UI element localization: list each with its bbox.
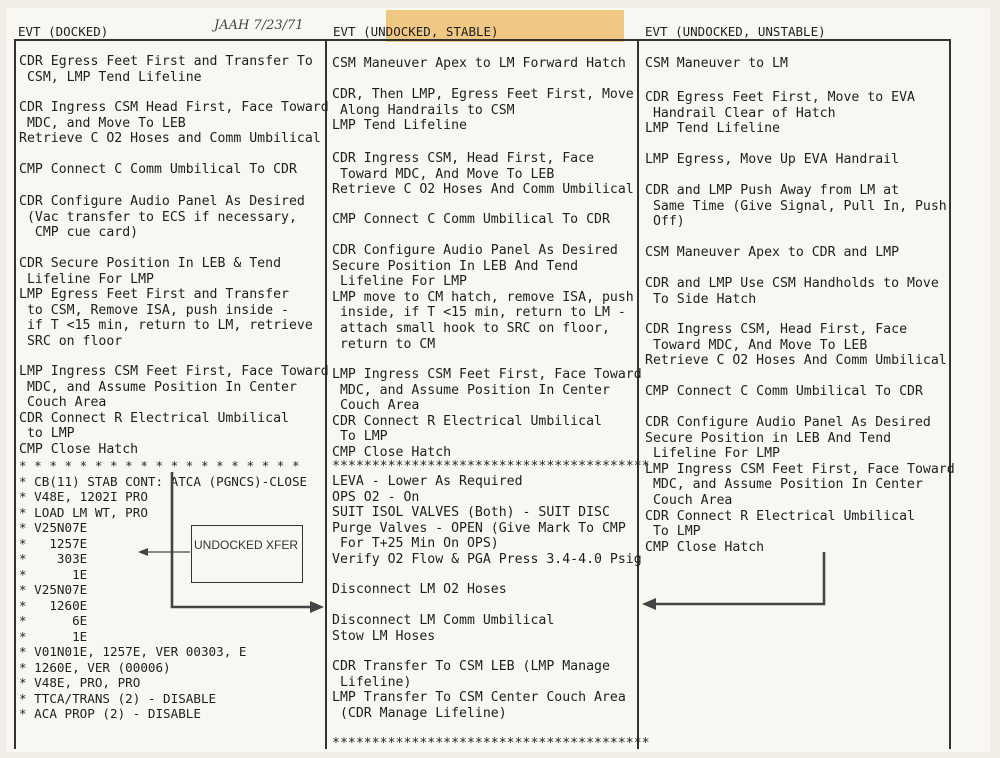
step: CSM Maneuver Apex to LM Forward Hatch — [332, 56, 626, 71]
step: CMP Connect C Comm Umbilical To CDR — [332, 212, 610, 227]
step: CSM Maneuver to LM — [645, 56, 788, 71]
step: LMP Ingress CSM Feet First, Face Toward MDC, and Assume Position In Center Couch Area CDR Connect R Electrical Umbilical to LMP CMP Close Hatch — [19, 364, 329, 457]
step: CMP Connect C Comm Umbilical To CDR — [19, 162, 297, 177]
step: CDR Configure Audio Panel As Desired Secure Position in LEB And Tend Lifeline For LMP LMP Ingress CSM Feet First, Face Toward MDC, and Assume Position In Center Couch Area CDR Connect R Electrical Umbilical To LMP CMP Close Hatch — [645, 415, 955, 555]
arrow-head-xfer — [138, 548, 148, 556]
step: CDR Configure Audio Panel As Desired (Vac transfer to ECS if necessary, CMP cue card) — [19, 194, 305, 241]
step: CDR Secure Position In LEB & Tend Lifeline For LMP LMP Egress Feet First and Transfer to CSM, Remove ISA, push inside - if T <15 min, return to LM, retrieve SRC on floor — [19, 256, 313, 349]
step: CDR Egress Feet First, Move to EVA Handrail Clear of Hatch LMP Tend Lifeline — [645, 90, 915, 137]
arrow-head-unstable — [642, 598, 656, 610]
step: CDR Transfer To CSM LEB (LMP Manage Lifeline) LMP Transfer To CSM Center Couch Area (CDR Manage Lifeline) — [332, 659, 626, 721]
step: CMP Connect C Comm Umbilical To CDR — [645, 384, 923, 399]
undocked-xfer-label: UNDOCKED XFER — [193, 538, 298, 552]
step: CDR Egress Feet First and Transfer To CSM, LMP Tend Lifeline — [19, 54, 313, 85]
step: LMP Egress, Move Up EVA Handrail — [645, 152, 900, 167]
cb-stab-block: * * * * * * * * * * * * * * * * * * * * CB(11) STAB CONT: ATCA (PGNCS)-CLOSE * V48E, 1202I PRO * LOAD LM WT, PRO * V25N07E * 1257E * 303E * 1E * V25N07E * 1260E * 6E * 1E * V01N01E, 1257E, VER 00303, E * 1260E, VER (00006) * V48E, PRO, PRO * TTCA/TRANS (2) - DISABLE * ACA PROP (2) - DISABLE — [19, 458, 308, 721]
column-header-docked: EVT (DOCKED) — [18, 24, 109, 39]
step: CDR Ingress CSM, Head First, Face Toward MDC, And Move To LEB Retrieve C O2 Hoses And Comm Umbilical — [332, 151, 634, 198]
arrow-from-unstable-column — [656, 552, 824, 604]
step: CDR Ingress CSM Head First, Face Toward MDC, and Move To LEB Retrieve C O2 Hoses and Comm Umbilical — [19, 100, 329, 147]
arrow-head-stable — [310, 601, 324, 613]
step: LMP Ingress CSM Feet First, Face Toward MDC, and Assume Position In Center Couch Area CDR Connect R Electrical Umbilical To LMP CMP Close Hatch — [332, 367, 642, 460]
handwritten-initials-date: JAAH 7/23/71 — [214, 18, 304, 33]
star-rule: **************************************** — [332, 459, 650, 474]
column-header-undocked-unstable: EVT (UNDOCKED, UNSTABLE) — [645, 24, 826, 39]
step: CSM Maneuver Apex to CDR and LMP — [645, 245, 900, 260]
step: CDR, Then LMP, Egress Feet First, Move Along Handrails to CSM LMP Tend Lifeline — [332, 87, 634, 134]
step: CDR and LMP Push Away from LM at Same Time (Give Signal, Pull In, Push Off) — [645, 183, 947, 230]
step: CDR Configure Audio Panel As Desired Secure Position In LEB And Tend Lifeline For LMP LMP move to CM hatch, remove ISA, push inside, if T <15 min, return to LM - attach small hook to SRC on floor, return to CM — [332, 243, 634, 352]
star-rule: **************************************** — [332, 736, 650, 751]
step: Disconnect LM O2 Hoses — [332, 582, 507, 597]
step: LEVA - Lower As Required OPS O2 - On SUIT ISOL VALVES (Both) - SUIT DISC Purge Valves - OPEN (Give Mark To CMP For T+25 Min On OPS) Verify O2 Flow & PGA Press 3.4-4.0 Psig — [332, 474, 642, 567]
column-header-undocked-stable: EVT (UNDOCKED, STABLE) — [333, 24, 499, 39]
step: CDR Ingress CSM, Head First, Face Toward MDC, And Move To LEB Retrieve C O2 Hoses And Comm Umbilical — [645, 322, 947, 369]
arrow-to-stable-column — [172, 472, 316, 607]
step: Disconnect LM Comm Umbilical Stow LM Hoses — [332, 613, 555, 644]
step: CDR and LMP Use CSM Handholds to Move To Side Hatch — [645, 276, 939, 307]
